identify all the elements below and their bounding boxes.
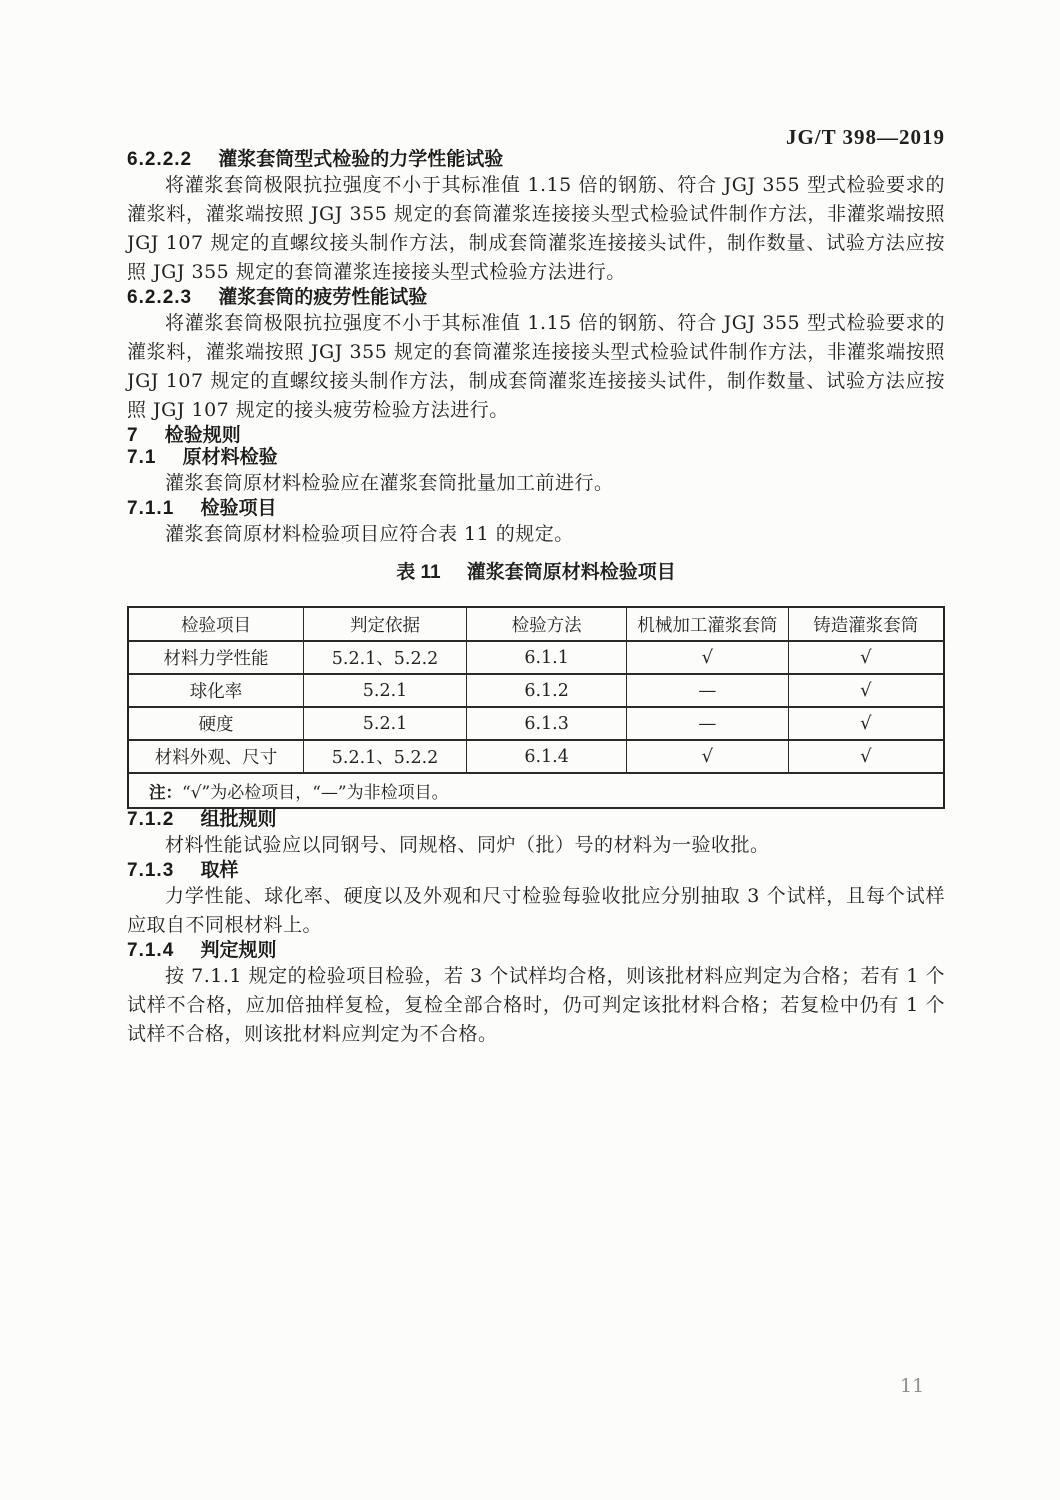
cell-machined: √: [627, 641, 789, 674]
paragraph-6-2-2-3: 将灌浆套筒极限抗拉强度不小于其标准值 1.15 倍的钢筋、符合 JGJ 355 型式检验要求的灌浆料，灌浆端按照 JGJ 355 规定的套筒灌浆连接接头型式检验试件制作方法，非灌浆端按照 JGJ 107 规定的直螺纹接头制作方法，制成套筒灌浆连接接头试件，制作数量、试验方法应按照 JGJ 107 规定的接头疲劳检验方法进行。: [127, 312, 945, 421]
column-header: 检验项目: [128, 607, 303, 641]
cell-basis: 5.2.1: [303, 707, 466, 740]
heading-6-2-2-2: [127, 149, 945, 171]
heading-number: 6.2.2.2: [127, 149, 193, 170]
heading-number: 6.2.2.3: [127, 287, 193, 308]
heading-7-1-1: [127, 498, 945, 520]
heading-title: 检验项目: [200, 498, 277, 519]
heading-7-1-3: [127, 860, 945, 882]
heading-number: 7.1.4: [127, 940, 175, 961]
cell-basis: 5.2.1、5.2.2: [303, 740, 466, 773]
heading-title: 灌浆套筒型式检验的力学性能试验: [218, 149, 504, 170]
paragraph-7-1-3: 力学性能、球化率、硬度以及外观和尺寸检验每验收批应分别抽取 3 个试样，且每个试样应取自不同根材料上。: [127, 885, 945, 936]
page-number: 11: [900, 1375, 925, 1397]
heading-7-1-4: [127, 940, 945, 962]
heading-title: 原材料检验: [182, 447, 278, 468]
table-row: [128, 674, 944, 707]
cell-machined: √: [627, 740, 789, 773]
paragraph-7-1-2: 材料性能试验应以同钢号、同规格、同炉（批）号的材料为一验收批。: [165, 834, 770, 856]
table-11: [127, 606, 945, 809]
column-header: 检验方法: [467, 607, 627, 641]
heading-number: 7.1.1: [127, 498, 175, 519]
cell-machined: —: [627, 707, 789, 740]
heading-title: 检验规则: [164, 425, 241, 446]
table-caption-title: 灌浆套筒原材料检验项目: [466, 562, 676, 583]
heading-6-2-2-3: [127, 287, 945, 309]
table-note-row: [128, 773, 944, 808]
cell-method: 6.1.2: [467, 674, 627, 707]
table-note-label: 注：: [149, 784, 182, 802]
table-row: [128, 641, 944, 674]
standard-number: JG/T 398—2019: [785, 125, 945, 149]
paragraph-7-1-1: 灌浆套筒原材料检验项目应符合表 11 的规定。: [165, 523, 574, 545]
heading-7: [127, 425, 945, 447]
cell-basis: 5.2.1: [303, 674, 466, 707]
cell-method: 6.1.3: [467, 707, 627, 740]
cell-cast: √: [788, 740, 944, 773]
paragraph-6-2-2-2: 将灌浆套筒极限抗拉强度不小于其标准值 1.15 倍的钢筋、符合 JGJ 355 型式检验要求的灌浆料，灌浆端按照 JGJ 355 规定的套筒灌浆连接接头型式检验试件制作方法，非灌浆端按照 JGJ 107 规定的直螺纹接头制作方法，制成套筒灌浆连接接头试件，制作数量、试验方法应按照 JGJ 355 规定的套筒灌浆连接接头型式检验方法进行。: [127, 174, 945, 283]
heading-title: 判定规则: [200, 940, 277, 961]
page-content: [127, 0, 945, 1049]
table-row: [128, 740, 944, 773]
column-header: 判定依据: [303, 607, 466, 641]
heading-number: 7.1.2: [127, 809, 175, 830]
table-caption: [127, 562, 945, 584]
cell-method: 6.1.4: [467, 740, 627, 773]
heading-title: 取样: [200, 860, 239, 881]
heading-number: 7: [127, 425, 139, 446]
heading-number: 7.1: [127, 447, 157, 468]
running-header: [127, 0, 945, 149]
cell-item: 材料力学性能: [128, 641, 303, 674]
heading-title: 组批规则: [200, 809, 277, 830]
table-header-row: [128, 607, 944, 641]
heading-7-1: [127, 447, 945, 469]
cell-cast: √: [788, 707, 944, 740]
cell-cast: √: [788, 674, 944, 707]
cell-machined: —: [627, 674, 789, 707]
cell-item: 硬度: [128, 707, 303, 740]
column-header: 铸造灌浆套筒: [788, 607, 944, 641]
table-note: [128, 773, 944, 808]
heading-7-1-2: [127, 809, 945, 831]
cell-item: 材料外观、尺寸: [128, 740, 303, 773]
table-row: [128, 707, 944, 740]
paragraph-7-1: 灌浆套筒原材料检验应在灌浆套筒批量加工前进行。: [165, 472, 614, 494]
cell-method: 6.1.1: [467, 641, 627, 674]
heading-title: 灌浆套筒的疲劳性能试验: [218, 287, 428, 308]
cell-cast: √: [788, 641, 944, 674]
paragraph-7-1-4: 按 7.1.1 规定的检验项目检验，若 3 个试样均合格，则该批材料应判定为合格；若有 1 个试样不合格，应加倍抽样复检，复检全部合格时，仍可判定该批材料合格；若复检中仍有 1 个试样不合格，则该批材料应判定为不合格。: [127, 965, 945, 1045]
cell-basis: 5.2.1、5.2.2: [303, 641, 466, 674]
column-header: 机械加工灌浆套筒: [627, 607, 789, 641]
table-caption-number: 表 11: [396, 562, 441, 583]
table-note-text: “√”为必检项目，“—”为非检项目。: [182, 783, 449, 803]
heading-number: 7.1.3: [127, 860, 175, 881]
cell-item: 球化率: [128, 674, 303, 707]
